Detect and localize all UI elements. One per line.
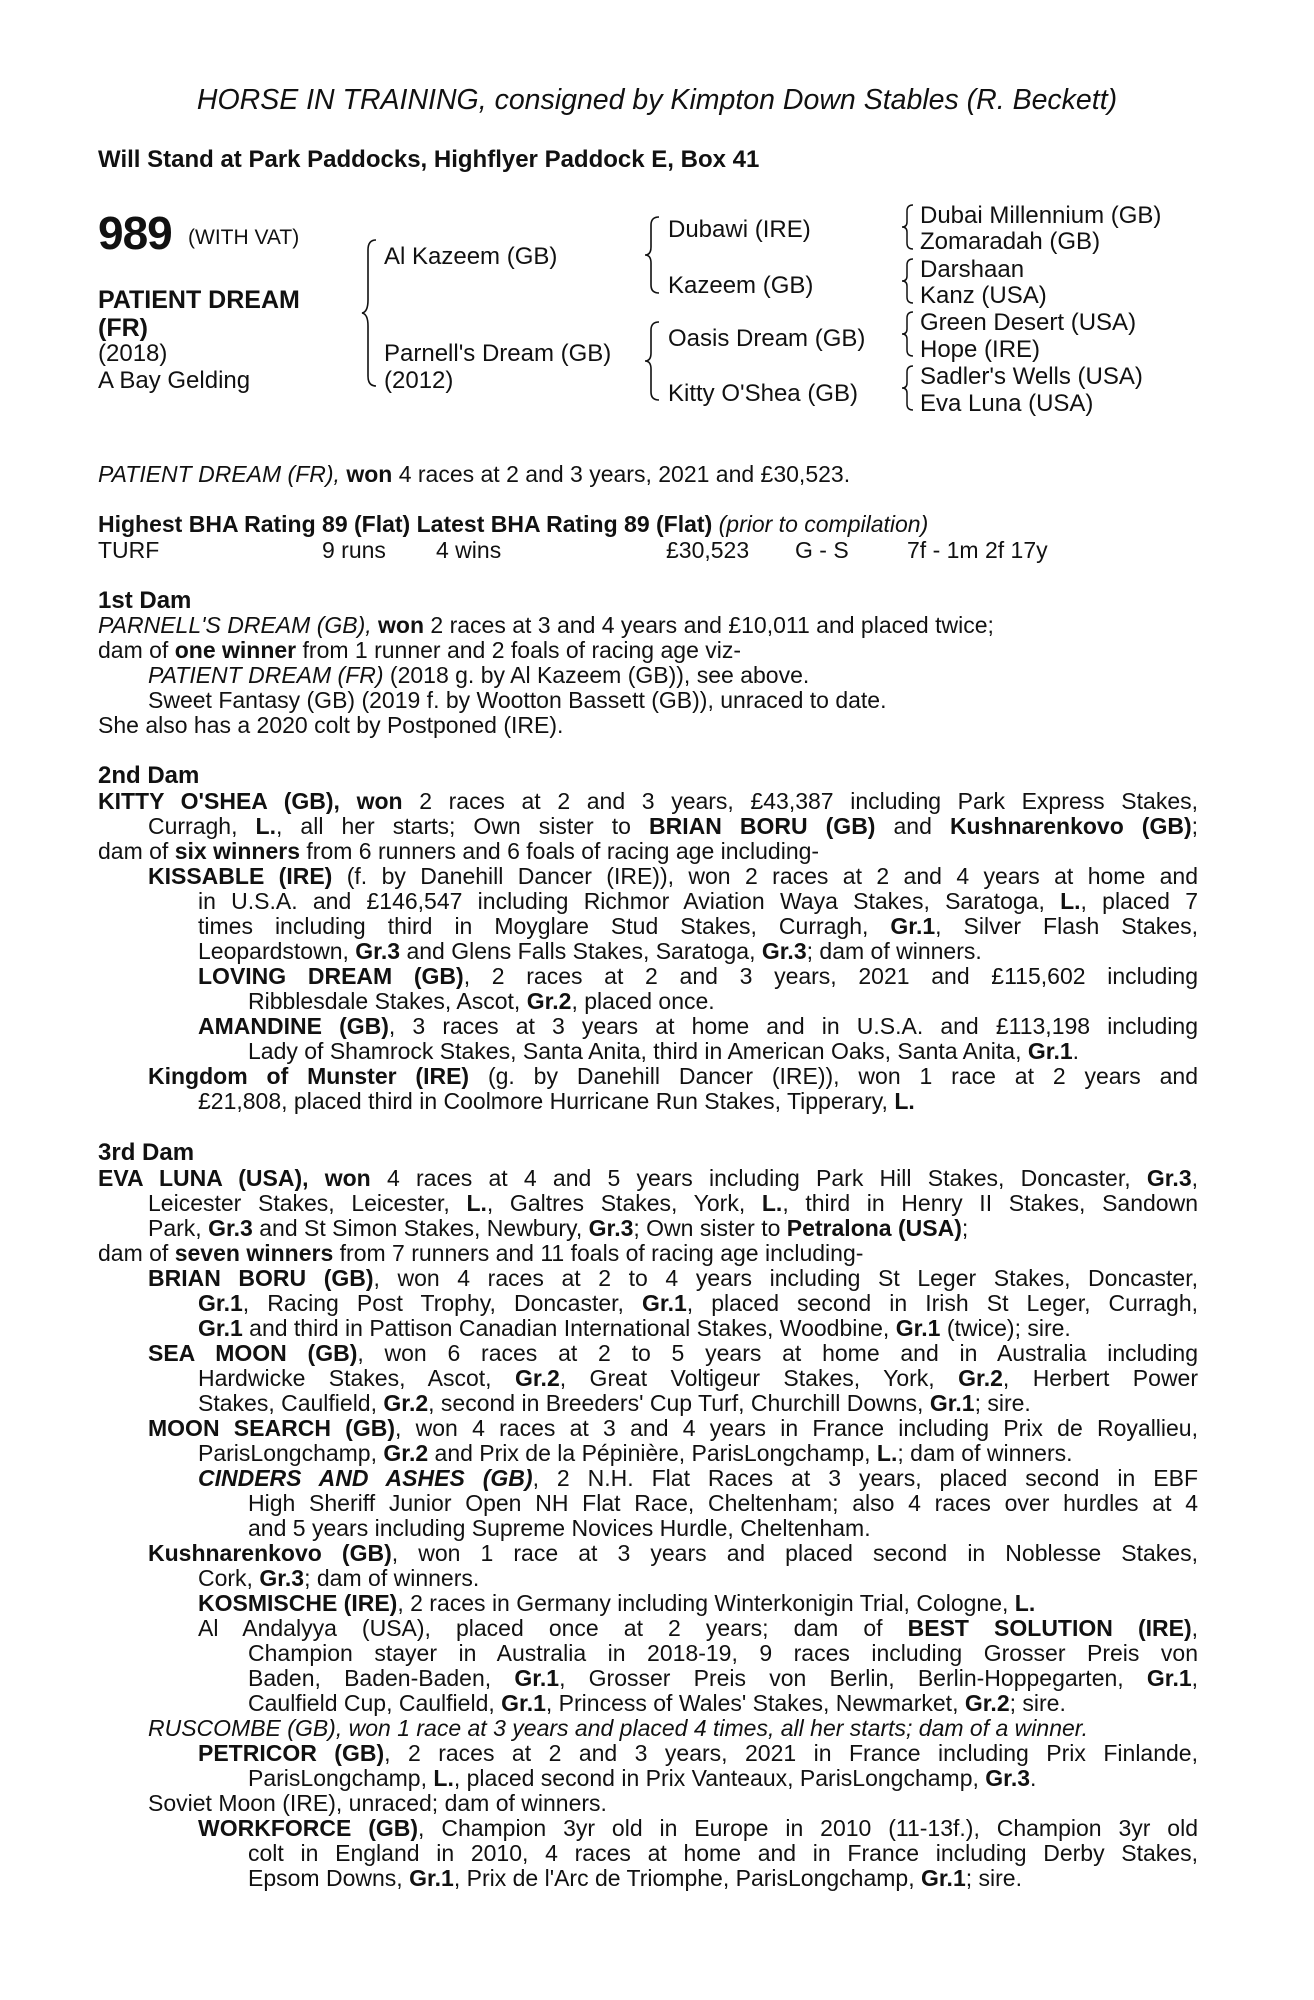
- s2-l2a: Curragh,: [148, 813, 238, 839]
- sea-moon-line-3: [198, 1391, 1031, 1416]
- loving-dream-line-2: [248, 989, 715, 1014]
- horse-name: [98, 286, 300, 342]
- eva-luna-won: won: [324, 1165, 371, 1191]
- aa-l1a: Al Andalyya (USA), placed once at 2 years; dam of: [198, 1615, 883, 1641]
- loving-dream-line-1: [198, 964, 1198, 989]
- bb-l2c: Gr.1: [642, 1290, 687, 1316]
- kissable-l3b: Gr.1: [890, 913, 936, 939]
- munster-l1b: (g. by Danehill Dancer (IRE)), won 1 race at 2 years and: [487, 1063, 1198, 1089]
- pe-l2a: ParisLongchamp,: [248, 1765, 427, 1791]
- kissable-name: KISSABLE (IRE): [148, 863, 333, 889]
- eva-luna-l2c: , Galtres Stakes, York,: [486, 1190, 746, 1216]
- brian-boru-line-3: [198, 1316, 1071, 1341]
- first-dam-name: PARNELL'S DREAM (GB),: [98, 612, 372, 638]
- wf-l3e: ; sire.: [965, 1865, 1022, 1891]
- munster-line-2: [198, 1089, 915, 1114]
- s2-l2e: and: [893, 813, 932, 839]
- amandine-l2a: Lady of Shamrock Stakes, Santa Anita, third in American Oaks, Santa Anita,: [248, 1038, 1022, 1064]
- soviet-moon-line-1: Soviet Moon (IRE), unraced; dam of winners.: [148, 1790, 607, 1816]
- pedigree-g7: Sadler's Wells (USA): [920, 363, 1143, 390]
- best-solution-name: BEST SOLUTION (IRE): [907, 1615, 1192, 1641]
- horse-year: (2018): [98, 340, 168, 367]
- sm-l2e: , Herbert Power: [1002, 1365, 1199, 1391]
- sm-l2d: Gr.2: [958, 1365, 1003, 1391]
- first-dam-line-2: [98, 638, 741, 663]
- aa-l4c: , Princess of Wales' Stakes, Newmarket,: [545, 1690, 959, 1716]
- ms-l2d: L.: [876, 1440, 898, 1466]
- sm-l3c: , second in Breeders' Cup Turf, Churchill Downs,: [428, 1390, 924, 1416]
- pe-l2e: .: [1030, 1765, 1037, 1791]
- s2-l2f: Kushnarenkovo (GB): [949, 813, 1192, 839]
- pe-l1b: , 2 races at 2 and 3 years, 2021 in France including Prix Finlande,: [384, 1740, 1198, 1766]
- kushnarenkovo-line-2: [198, 1566, 479, 1591]
- s2-l3a: dam of: [98, 838, 169, 864]
- pedigree-bracket-g3: [900, 310, 916, 358]
- eva-luna-l3g: ;: [961, 1215, 969, 1241]
- pedigree-g3: Darshaan: [920, 256, 1025, 283]
- workforce-line-3: [248, 1866, 1022, 1891]
- eva-luna-l2b: L.: [466, 1190, 487, 1216]
- pedigree-g2: Zomaradah (GB): [920, 228, 1101, 255]
- first-dam-line-1: [98, 613, 994, 638]
- race-summary: [98, 462, 850, 487]
- kissable-l4c: and Glens Falls Stakes, Saratoga,: [406, 938, 756, 964]
- ko-l1b: , 2 races in Germany including Winterkonigin Trial, Cologne,: [397, 1590, 1009, 1616]
- summary-name: PATIENT DREAM (FR),: [98, 461, 340, 487]
- munster-line-1: [148, 1064, 1198, 1089]
- kissable-l3c: , Silver Flash Stakes,: [935, 913, 1198, 939]
- second-dam-l1c: 2 races at 2 and 3 years, £43,387 including Park Express Stakes,: [419, 788, 1199, 814]
- brian-boru-l1b: , won 4 races at 2 to 4 years including St Leger Stakes, Doncaster,: [373, 1265, 1198, 1291]
- amandine-l2b: Gr.1: [1027, 1038, 1073, 1064]
- kissable-l4d: Gr.3: [761, 938, 807, 964]
- ko-l1c: L.: [1014, 1590, 1036, 1616]
- eva-luna-line-4: [98, 1241, 863, 1266]
- second-dam-won: won: [356, 788, 403, 814]
- loving-dream-l2c: , placed once.: [571, 988, 715, 1014]
- second-dam-heading: 2nd Dam: [98, 762, 200, 789]
- ruscombe-line-1: RUSCOMBE (GB), won 1 race at 3 years and placed 4 times, all her starts; dam of a winner.: [148, 1715, 1088, 1741]
- petricor-line-2: [248, 1766, 1036, 1791]
- petricor-name: PETRICOR (GB): [198, 1740, 385, 1766]
- pedigree-sire-sire: Dubawi (IRE): [668, 216, 811, 243]
- amandine-l2c: .: [1072, 1038, 1080, 1064]
- kissable-l1b: (f. by Danehill Dancer (IRE)), won 2 races at 2 and 4 years at home and: [346, 863, 1199, 889]
- amandine-name: AMANDINE (GB): [198, 1013, 389, 1039]
- pedigree-dam-sire: Oasis Dream (GB): [668, 325, 866, 352]
- ms-l2c: and Prix de la Pépinière, ParisLongchamp,: [434, 1440, 871, 1466]
- s2-l3c: from 6 runners and 6 foals of racing age including-: [306, 838, 820, 864]
- ku-l1b: , won 1 race at 3 years and placed second in Noblesse Stakes,: [391, 1540, 1198, 1566]
- eva-luna-line-1: [98, 1166, 1198, 1191]
- bb-l2d: , placed second in Irish St Leger, Curragh,: [686, 1290, 1199, 1316]
- pedigree-bracket-sire: [643, 215, 663, 295]
- record-wins: 4 wins: [436, 537, 502, 563]
- first-dam-line-3: [148, 663, 809, 688]
- loving-dream-l1b: , 2 races at 2 and 3 years, 2021 and £115,602 including: [463, 963, 1198, 989]
- cinders-line-2: High Sheriff Junior Open NH Flat Race, Cheltenham; also 4 races over hurdles at 4: [248, 1490, 1198, 1516]
- bb-l3c: Gr.1: [895, 1315, 941, 1341]
- eva-luna-l1e: ,: [1191, 1165, 1199, 1191]
- bb-l2a: Gr.1: [198, 1290, 243, 1316]
- pedigree-g8: Eva Luna (USA): [920, 390, 1094, 417]
- ku-l2b: Gr.3: [259, 1565, 305, 1591]
- second-dam-name: KITTY O'SHEA (GB),: [98, 788, 340, 814]
- record-earnings: £30,523: [666, 537, 750, 563]
- bb-l3d: (twice); sire.: [946, 1315, 1071, 1341]
- kissable-line-1: [148, 864, 1198, 889]
- summary-won: won: [346, 461, 393, 487]
- first-dam-line-5: She also has a 2020 colt by Postponed (IRE).: [98, 712, 564, 738]
- pedigree-dam: Parnell's Dream (GB): [384, 340, 612, 367]
- kissable-l4b: Gr.3: [355, 938, 401, 964]
- eva-luna-line-2: [148, 1191, 1198, 1216]
- sm-l3b: Gr.2: [383, 1390, 429, 1416]
- munster-l2b: L.: [894, 1088, 915, 1114]
- pedigree-sire: Al Kazeem (GB): [384, 243, 558, 270]
- workforce-line-2: colt in England in 2010, 4 races at home and in France including Derby Stakes,: [248, 1840, 1198, 1866]
- brian-boru-line-1: [148, 1266, 1198, 1291]
- rating-note: (prior to compilation): [718, 511, 929, 537]
- ms-l1b: , won 4 races at 3 and 4 years in France including Prix de Royallieu,: [395, 1415, 1198, 1441]
- bb-l3b: and third in Pattison Canadian International Stakes, Woodbine,: [249, 1315, 890, 1341]
- sm-l2b: Gr.2: [514, 1365, 560, 1391]
- al-andalyya-line-2: Champion stayer in Australia in 2018-19, 9 races including Grosser Preis von: [248, 1640, 1198, 1666]
- third-dam-heading: 3rd Dam: [98, 1139, 195, 1166]
- loving-dream-l2a: Ribblesdale Stakes, Ascot,: [248, 988, 521, 1014]
- ms-l2e: ; dam of winners.: [897, 1440, 1073, 1466]
- vat-label: (WITH VAT): [188, 226, 300, 249]
- amandine-line-1: [198, 1014, 1198, 1039]
- pedigree-g1: Dubai Millennium (GB): [920, 202, 1162, 229]
- sm-l3e: ; sire.: [974, 1390, 1031, 1416]
- al-andalyya-line-3: [248, 1666, 1198, 1691]
- first-dam-progeny-name: PATIENT DREAM (FR): [148, 662, 384, 688]
- kissable-l4e: ; dam of winners.: [806, 938, 982, 964]
- eva-luna-l2e: , third in Henry II Stakes, Sandown: [782, 1190, 1198, 1216]
- s2-l2g: ;: [1191, 813, 1199, 839]
- aa-l1c: ,: [1191, 1615, 1198, 1641]
- loving-dream-name: LOVING DREAM (GB): [198, 963, 464, 989]
- wf-l3a: Epsom Downs,: [248, 1865, 403, 1891]
- munster-l2a: £21,808, placed third in Coolmore Hurricane Run Stakes, Tipperary,: [198, 1088, 888, 1114]
- sm-l3a: Stakes, Caulfield,: [198, 1390, 377, 1416]
- eva-luna-l4c: from 7 runners and 11 foals of racing age including-: [339, 1240, 864, 1266]
- pedigree-bracket-g4: [900, 364, 916, 412]
- s2-l3b: six winners: [174, 838, 300, 864]
- cinders-line-1: [198, 1466, 1198, 1491]
- pe-l2c: , placed second in Prix Vanteaux, ParisLongchamp,: [453, 1765, 979, 1791]
- stand-location: Will Stand at Park Paddocks, Highflyer Paddock E, Box 41: [98, 146, 760, 173]
- first-dam-l3b: (2018 g. by Al Kazeem (GB)), see above.: [389, 662, 810, 688]
- bha-rating: [98, 512, 928, 537]
- bb-l3a: Gr.1: [198, 1315, 243, 1341]
- brian-boru-line-2: [198, 1291, 1198, 1316]
- kissable-l2b: L.: [1060, 888, 1081, 914]
- eva-luna-l3c: and St Simon Stakes, Newbury,: [259, 1215, 583, 1241]
- aa-l3c: , Grosser Preis von Berlin, Berlin-Hoppegarten,: [559, 1665, 1124, 1691]
- record-going: G - S: [795, 537, 849, 563]
- lot-number: 989: [98, 207, 172, 259]
- first-dam-heading: 1st Dam: [98, 587, 192, 614]
- kushnarenkovo-name: Kushnarenkovo (GB): [148, 1540, 392, 1566]
- eva-luna-l3e: ; Own sister to: [633, 1215, 781, 1241]
- second-dam-line-1: [98, 789, 1198, 814]
- s2-l2b: L.: [255, 813, 276, 839]
- eva-luna-line-3: [148, 1216, 968, 1241]
- kissable-line-4: [198, 939, 982, 964]
- petricor-line-1: [198, 1741, 1198, 1766]
- wf-l3c: , Prix de l'Arc de Triomphe, ParisLongchamp,: [453, 1865, 915, 1891]
- wf-l3d: Gr.1: [920, 1865, 966, 1891]
- bb-l2b: , Racing Post Trophy, Doncaster,: [242, 1290, 624, 1316]
- al-andalyya-line-4: [248, 1691, 1066, 1716]
- pe-l2b: L.: [433, 1765, 454, 1791]
- first-dam-won: won: [378, 612, 425, 638]
- consignor-header: HORSE IN TRAINING, consigned by Kimpton Down Stables (R. Beckett): [196, 84, 1118, 116]
- pedigree-bracket-g2: [900, 257, 916, 305]
- record-runs: 9 runs: [322, 537, 386, 563]
- ms-l2a: ParisLongchamp,: [198, 1440, 377, 1466]
- kissable-l2c: , placed 7: [1080, 888, 1199, 914]
- amandine-l1b: , 3 races at 3 years at home and in U.S.A. and £113,198 including: [388, 1013, 1198, 1039]
- summary-rest: 4 races at 2 and 3 years, 2021 and £30,523.: [398, 461, 851, 487]
- munster-name: Kingdom of Munster (IRE): [148, 1063, 470, 1089]
- pedigree-bracket-g1: [900, 203, 916, 251]
- ms-l2b: Gr.2: [383, 1440, 429, 1466]
- kosmische-line-1: [198, 1591, 1035, 1616]
- second-dam-line-2: [148, 814, 1198, 839]
- pedigree-sire-dam: Kazeem (GB): [668, 272, 814, 299]
- ku-l2c: ; dam of winners.: [304, 1565, 480, 1591]
- eva-luna-l1d: Gr.3: [1146, 1165, 1192, 1191]
- horse-name-line1: PATIENT DREAM: [98, 286, 300, 314]
- aa-l4e: ; sire.: [1009, 1690, 1066, 1716]
- horse-name-line2: (FR): [98, 314, 148, 342]
- eva-luna-l4a: dam of: [98, 1240, 169, 1266]
- kosmische-name: KOSMISCHE (IRE): [198, 1590, 398, 1616]
- amandine-line-2: [248, 1039, 1079, 1064]
- sm-l2a: Hardwicke Stakes, Ascot,: [198, 1365, 492, 1391]
- pedigree-dam-dam: Kitty O'Shea (GB): [668, 380, 858, 407]
- sea-moon-line-1: [148, 1341, 1198, 1366]
- aa-l4a: Caulfield Cup, Caulfield,: [248, 1690, 495, 1716]
- aa-l3d: Gr.1: [1146, 1665, 1192, 1691]
- first-dam-line-4: Sweet Fantasy (GB) (2019 f. by Wootton Bassett (GB)), unraced to date.: [148, 687, 887, 713]
- cinders-name: CINDERS AND ASHES (GB): [198, 1465, 533, 1491]
- second-dam-line-3: [98, 839, 819, 864]
- eva-luna-l3a: Park,: [148, 1215, 202, 1241]
- first-dam-winners: one winner: [174, 637, 297, 663]
- loving-dream-l2b: Gr.2: [526, 988, 572, 1014]
- al-andalyya-line-1: [198, 1616, 1198, 1641]
- moon-search-name: MOON SEARCH (GB): [148, 1415, 395, 1441]
- eva-luna-l2d: L.: [761, 1190, 783, 1216]
- sm-l2c: , Great Voltigeur Stakes, York,: [559, 1365, 935, 1391]
- pe-l2d: Gr.3: [985, 1765, 1031, 1791]
- eva-luna-l3d: Gr.3: [588, 1215, 634, 1241]
- s2-l2c: , all her starts; Own sister to: [275, 813, 631, 839]
- workforce-name: WORKFORCE (GB): [198, 1815, 419, 1841]
- sm-l3d: Gr.1: [929, 1390, 975, 1416]
- pedigree-dam-year: (2012): [384, 367, 454, 394]
- aa-l3e: ,: [1191, 1665, 1199, 1691]
- sea-moon-line-2: [198, 1366, 1198, 1391]
- horse-description: A Bay Gelding: [98, 367, 251, 394]
- aa-l3a: Baden, Baden-Baden,: [248, 1665, 492, 1691]
- kissable-l4a: Leopardstown,: [198, 938, 349, 964]
- eva-luna-l4b: seven winners: [174, 1240, 334, 1266]
- aa-l4b: Gr.1: [501, 1690, 546, 1716]
- kissable-line-3: [198, 914, 1198, 939]
- first-dam-l2c: from 1 runner and 2 foals of racing age viz-: [302, 637, 742, 663]
- pedigree-g5: Green Desert (USA): [920, 309, 1137, 336]
- first-dam-l1-rest: 2 races at 3 and 4 years and £10,011 and placed twice;: [430, 612, 994, 638]
- eva-luna-name: EVA LUNA (USA),: [98, 1165, 309, 1191]
- ca-l1b: , 2 N.H. Flat Races at 3 years, placed second in EBF: [532, 1465, 1199, 1491]
- wf-l1b: , Champion 3yr old in Europe in 2010 (11-13f.), Champion 3yr old: [418, 1815, 1199, 1841]
- pedigree-bracket-dam: [643, 320, 663, 402]
- brian-boru-name: BRIAN BORU (GB): [148, 1265, 374, 1291]
- record-distance: 7f - 1m 2f 17y: [907, 537, 1048, 563]
- kissable-l3a: times including third in Moyglare Stud Stakes, Curragh,: [198, 913, 869, 939]
- eva-luna-l3f: Petralona (USA): [786, 1215, 962, 1241]
- sm-l1b: , won 6 races at 2 to 5 years at home and in Australia including: [357, 1340, 1198, 1366]
- eva-luna-l2a: Leicester Stakes, Leicester,: [148, 1190, 450, 1216]
- record-surface: TURF: [98, 537, 160, 563]
- cinders-line-3: and 5 years including Supreme Novices Hurdle, Cheltenham.: [248, 1515, 871, 1541]
- eva-luna-l1c: 4 races at 4 and 5 years including Park Hill Stakes, Doncaster,: [386, 1165, 1131, 1191]
- kissable-line-2: [198, 889, 1198, 914]
- s2-l2d: BRIAN BORU (GB): [649, 813, 876, 839]
- kushnarenkovo-line-1: [148, 1541, 1198, 1566]
- first-dam-l2a: dam of: [98, 637, 169, 663]
- wf-l3b: Gr.1: [409, 1865, 454, 1891]
- sea-moon-name: SEA MOON (GB): [148, 1340, 358, 1366]
- pedigree-g6: Hope (IRE): [920, 336, 1041, 363]
- aa-l4d: Gr.2: [964, 1690, 1010, 1716]
- pedigree-bracket-main: [360, 238, 380, 388]
- rating-text: Highest BHA Rating 89 (Flat) Latest BHA Rating 89 (Flat): [98, 511, 713, 537]
- ku-l2a: Cork,: [198, 1565, 253, 1591]
- moon-search-line-2: [198, 1441, 1073, 1466]
- kissable-l2a: in U.S.A. and £146,547 including Richmor Aviation Waya Stakes, Saratoga,: [198, 888, 1045, 914]
- moon-search-line-1: [148, 1416, 1198, 1441]
- pedigree-g4: Kanz (USA): [920, 282, 1047, 309]
- aa-l3b: Gr.1: [514, 1665, 560, 1691]
- workforce-line-1: [198, 1816, 1198, 1841]
- eva-luna-l3b: Gr.3: [208, 1215, 253, 1241]
